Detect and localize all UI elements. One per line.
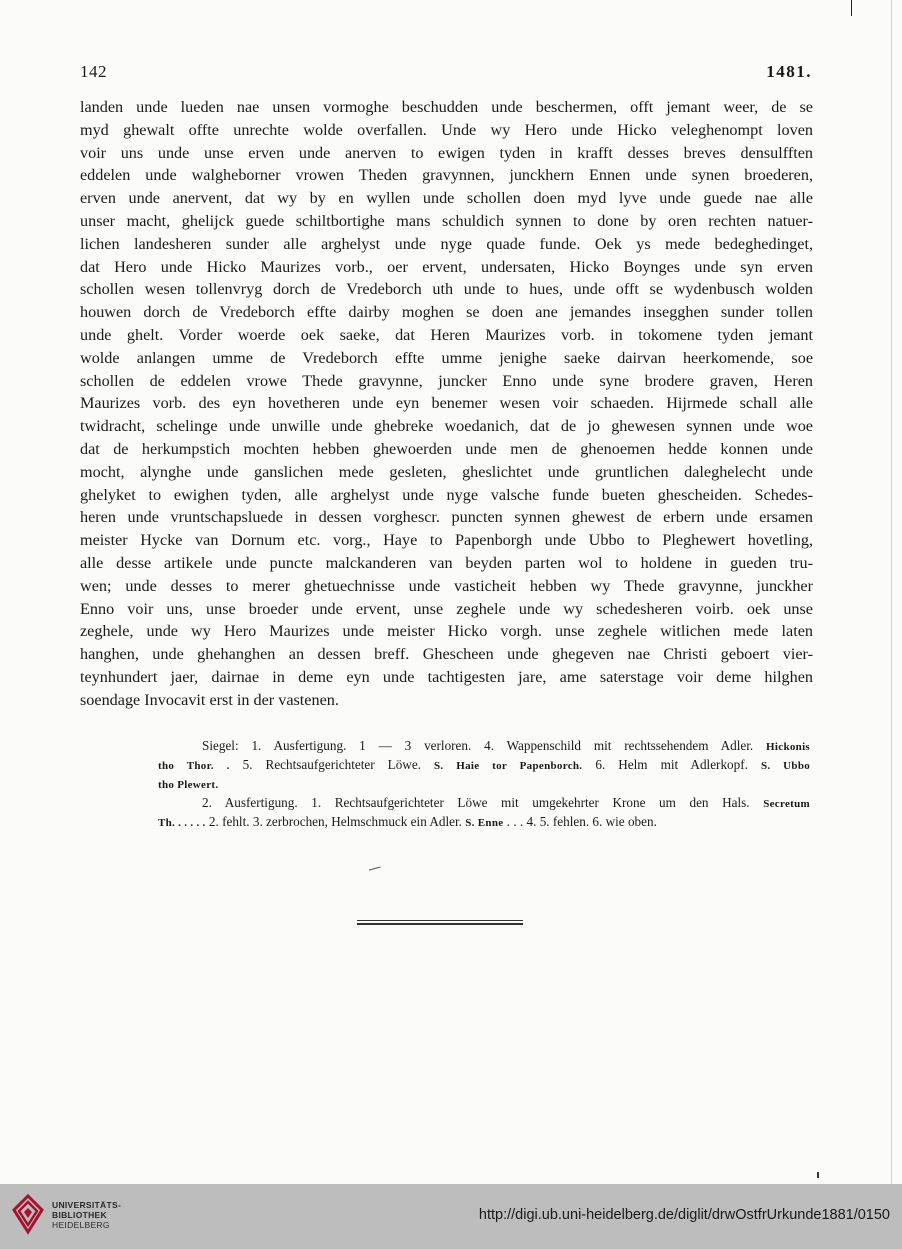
ink-mark xyxy=(369,866,381,872)
institution-name xyxy=(52,1200,121,1230)
seal-inscription: tho Thor. . xyxy=(158,760,230,772)
body-line: alle desse artikele unde puncte malckanderen van beyden parten wol to holdene in gueden tru- xyxy=(80,553,813,572)
body-line: unser macht, ghelijck guede schiltbortighe mans schuldich synnen to done by oren rechten natuer- xyxy=(80,211,813,230)
body-line: voir uns unde unse erven unde anerven to ewigen tyden in krafft desses breves densulfften xyxy=(80,143,813,162)
body-line: twidracht, schelinge unde unwille unde ghebreke woedanich, dat de jo ghewesen synnen unde woe xyxy=(80,417,813,436)
body-line: hanghen, unde ghehanghen an dessen breff. Ghescheen unde ghegeven nae Christi geboert vier- xyxy=(80,645,813,664)
seal-inscription: S. Ubbo xyxy=(760,760,811,772)
body-line: soendage Invocavit erst in der vastenen. xyxy=(80,690,339,709)
note-line xyxy=(158,793,810,812)
institution-line: BIBLIOTHEK xyxy=(52,1210,107,1220)
note-text: Siegel: 1. Ausfertigung. 1 — 3 verloren. 4. Wappenschild mit rechtssehendem Adler. xyxy=(202,738,754,753)
header-year: 1481. xyxy=(766,62,812,81)
section-rule xyxy=(357,920,523,921)
seal-inscription: Hickonis xyxy=(766,741,811,753)
section-rule-thick xyxy=(357,923,523,925)
seal-inscription: tho Plewert. xyxy=(158,779,219,791)
body-line: wolde anlangen umme de Vredeborch effte umme jenighe saeke dairvan heerkomende, soe xyxy=(80,348,813,367)
note-line xyxy=(158,755,810,774)
document-body xyxy=(80,96,813,712)
permalink-url[interactable]: http://digi.ub.uni-heidelberg.de/diglit/drwOstfrUrkunde1881/0150 xyxy=(478,1207,890,1223)
institution-line: UNIVERSITÄTS- xyxy=(52,1200,122,1210)
body-line: Enno voir uns, unse broeder unde ervent, unse zeghele unde wy schedesheren voirb. oek unse xyxy=(80,599,813,618)
body-line: unde ghelt. Vorder woerde oek saeke, dat Heren Maurizes vorb. in tokomene tyden jemant xyxy=(80,325,813,344)
note-text: 5. Rechtsaufgerichteter Löwe. xyxy=(242,757,421,772)
body-line: dat de herkumpstich mochten hebben ghewoerden unde men de ghenoemen hedde konnen unde xyxy=(80,439,813,458)
viewer-footer-bar xyxy=(0,1184,902,1249)
body-line: landen unde lueden nae unsen vormoghe beschudden unde beschermen, offt jemant weer, de se xyxy=(80,98,813,116)
scan-dot-mark xyxy=(817,1172,819,1178)
body-line: zeghele, unde wy Hero Maurizes unde meister Hicko vorgh. unse zeghele witlichen mede laten xyxy=(80,622,813,641)
body-line: ghelyket to ewighen tyden, alle arghelyst unde nyge valsche funde bueten ghescheiden. Schedes- xyxy=(80,485,813,504)
note-text: . . . 4. 5. fehlen. 6. wie oben. xyxy=(506,814,657,829)
body-line: schollen wesen tollenvryg dorch de Vredeborch uth unde to hues, unde offt se wydenbusch wolden xyxy=(80,280,813,299)
note-line xyxy=(158,736,810,755)
body-line: dat Hero unde Hicko Maurizes vorb., oer ervent, undersaten, Hicko Boynges unde syn erven xyxy=(80,257,813,276)
body-line: houwen dorch de Vredeborch effte dairby moghen se doen ane jemandes insegghen sunder tollen xyxy=(80,303,813,322)
note-text: 2. fehlt. 3. zerbrochen, Helmschmuck ein Adler. xyxy=(208,814,462,829)
seal-inscription: S. Enne xyxy=(465,817,504,829)
seal-inscription: S. Haie tor Papenborch. xyxy=(433,760,583,772)
note-line xyxy=(158,812,810,831)
note-line xyxy=(158,774,810,793)
body-line: wen; unde desses to merer ghetuechnisse unde vasticheit hebben wy Thede gravynne, junckher xyxy=(80,576,813,595)
note-text: 6. Helm mit Adlerkopf. xyxy=(595,757,748,772)
body-line: erven unde anervent, dat wy by en wyllen unde schollen doen myd lyve unde guede nae alle xyxy=(80,189,813,208)
body-line: meister Hycke van Dornum etc. vorg., Haye to Papenborgh unde Ubbo to Pleghewert hovetling, xyxy=(80,531,813,550)
seal-notes xyxy=(158,736,810,831)
body-line: eddelen unde walgheborner vrowen Theden gravynnen, junckhern Ennen unde synen broederen, xyxy=(80,166,813,185)
note-text: 2. Ausfertigung. 1. Rechtsaufgerichteter Löwe mit umgekehrter Krone um den Hals. xyxy=(202,795,750,810)
body-line: mocht, alynghe unde ganslichen mede gesleten, gheslichtet unde gruntlichen daleghelecht unde xyxy=(80,462,813,481)
body-line: myd ghewalt offte unrechte wolde overfallen. Unde wy Hero unde Hicko veleghenompt loven xyxy=(80,120,813,139)
body-line: Maurizes vorb. des eyn hovetheren unde eyn benemer wesen voir schaeden. Hijrmede schall alle xyxy=(80,394,813,413)
seal-inscription: Secretum xyxy=(763,798,810,810)
scan-edge-mark xyxy=(851,0,852,16)
page-number: 142 xyxy=(80,62,107,81)
institution-line: HEIDELBERG xyxy=(52,1220,110,1230)
body-line: lichen landesheren sunder alle arghelyst unde nyge quade funde. Oek ys mede bedeghedinget, xyxy=(80,234,813,253)
running-header xyxy=(80,62,812,82)
body-line: heren unde vruntschapsluede in dessen vorghescr. puncten synnen ghewest de erbern unde ersamen xyxy=(80,508,813,527)
body-line: teynhundert jaer, dairnae in deme eyn unde tachtigesten jare, ame saterstage voir deme hilghen xyxy=(80,667,813,686)
seal-inscription: Th. . . . . . xyxy=(158,817,206,829)
body-line: schollen de eddelen vrowe Thede gravynne, juncker Enno unde syne brodere graven, Heren xyxy=(80,371,813,390)
page-edge-line xyxy=(891,0,892,1184)
heidelberg-library-logo-icon[interactable] xyxy=(8,1192,48,1236)
